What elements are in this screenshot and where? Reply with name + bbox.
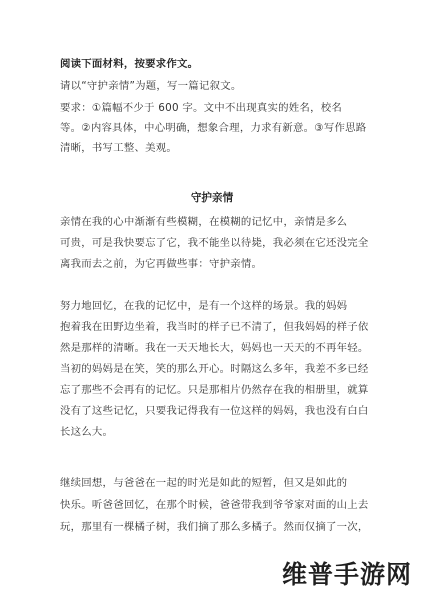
paragraph-1-line-2: 可贵，可是我快要忘了它，我不能坐以待毙，我必须在它还没完全: [60, 237, 369, 249]
paragraph-1-line-3: 离我而去之前，为它再做些事：守护亲情。: [60, 258, 263, 270]
instructions-prompt: 请以“守护亲情”为题，写一篇记叙文。: [60, 80, 242, 92]
requirements-line-1: 要求：①篇幅不少于 600 字。文中不出现真实的姓名，校名: [60, 102, 342, 114]
watermark: [282, 556, 412, 590]
requirements-line-2: 等。②内容具体，中心明确，想象合理，力求有新意。③写作思路: [60, 122, 367, 134]
paragraph-2-line-2: 抱着我在田野边坐着，我当时的样子已不清了，但我妈妈的样子依: [60, 321, 369, 333]
paragraph-2-line-4: 当初的妈妈是在笑，笑的那么开心。时隔这么多年，我差不多已经: [60, 363, 369, 375]
paragraph-3-line-2: 快乐。听爸爸回忆，在那个时候，爸爸带我到爷爷家对面的山上去: [60, 499, 369, 511]
instructions-heading: 阅读下面材料，按要求作文。: [60, 58, 199, 70]
requirements-line-3: 清晰，书写工整、美观。: [60, 142, 178, 154]
paragraph-2-line-5: 忘了那些不会再有的记忆。只是那相片仍然存在我的相册里，就算: [60, 384, 369, 396]
paragraph-1-line-1: 亲情在我的心中渐渐有些模糊，在模糊的记忆中，亲情是多么: [60, 216, 348, 228]
paragraph-2-line-1: 努力地回忆，在我的记忆中，是有一个这样的场景。我的妈妈: [60, 300, 348, 312]
paragraph-2-line-6: 没有了这些记忆，只要我记得我有一位这样的妈妈，我也没有白白: [60, 405, 369, 417]
paragraph-3-line-3: 玩，那里有一棵橘子树，我们摘了那么多橘子。然而仅摘了一次，: [60, 521, 369, 533]
essay-title: 守护亲情: [190, 192, 234, 204]
paragraph-2-line-3: 然是那样的清晰。我在一天天地长大，妈妈也一天天的不再年轻。: [60, 342, 369, 354]
watermark-text: 维普手游网: [281, 560, 412, 589]
paragraph-2-line-7: 长这么大。: [60, 426, 114, 438]
paragraph-3-line-1: 继续回想，与爸爸在一起的时光是如此的短暂，但又是如此的: [60, 477, 348, 489]
